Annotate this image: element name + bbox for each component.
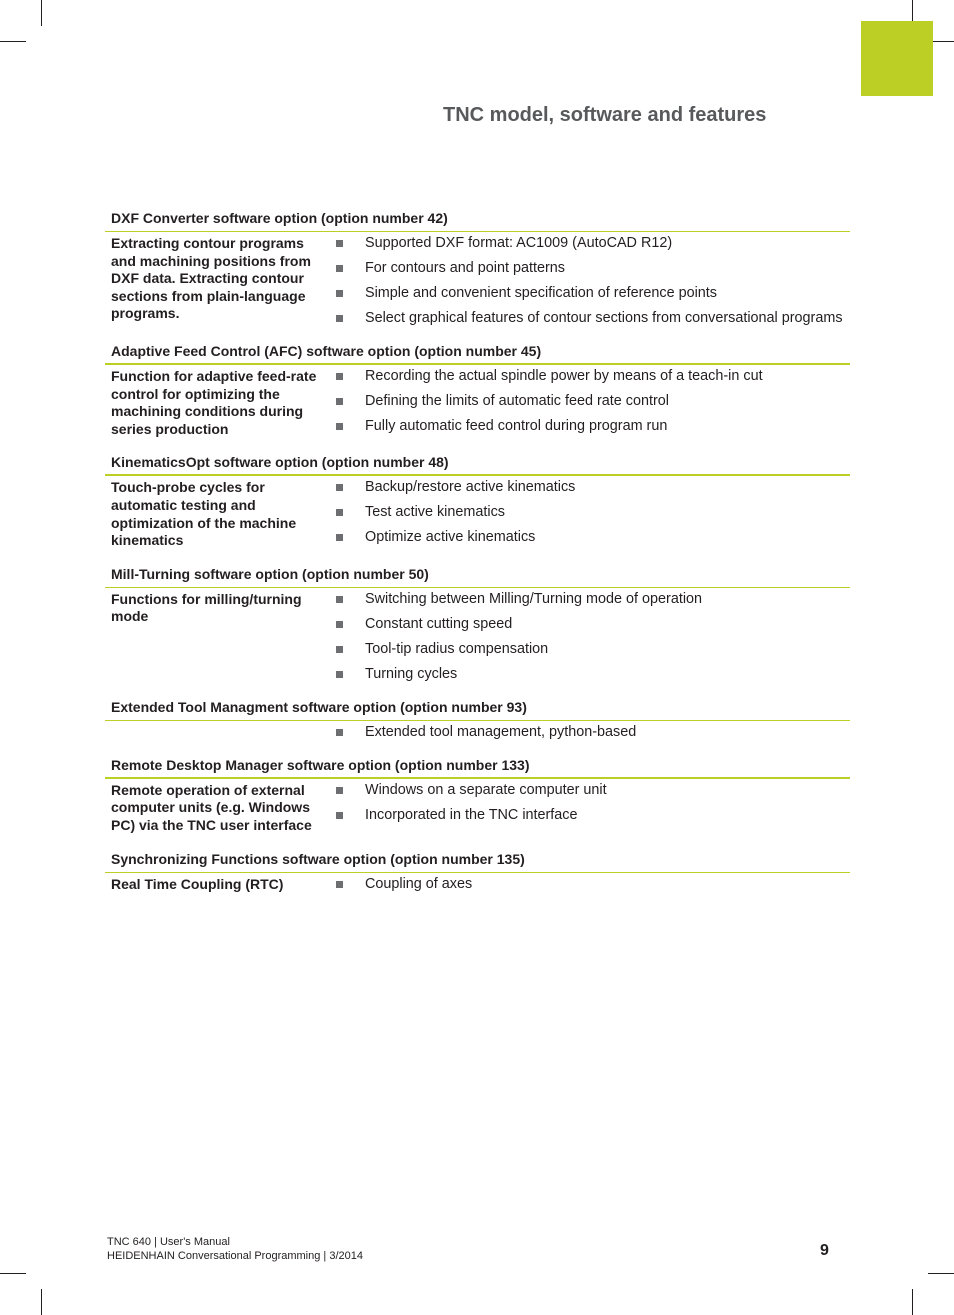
chapter-tab (861, 21, 933, 96)
section-description: Real Time Coupling (RTC) (111, 875, 284, 892)
crop-mark (41, 1289, 42, 1315)
square-bullet-icon (336, 290, 343, 297)
square-bullet-icon (336, 373, 343, 380)
list-item: Windows on a separate computer unit (329, 782, 850, 799)
page-footer (107, 1235, 363, 1263)
crop-mark (928, 1273, 954, 1274)
list-item: Switching between Milling/Turning mode of operation (329, 591, 850, 608)
section-title: Adaptive Feed Control (AFC) software option (option number 45) (105, 341, 850, 365)
list-item: Coupling of axes (329, 876, 850, 893)
feature-tables (105, 208, 850, 907)
square-bullet-icon (336, 596, 343, 603)
list-item: Fully automatic feed control during program run (329, 418, 850, 435)
list-item: Backup/restore active kinematics (329, 479, 850, 496)
section-description: Remote operation of external computer units (e.g. Windows PC) via the TNC user interface (111, 781, 312, 833)
page-title: TNC model, software and features (443, 104, 767, 126)
section-dxf-converter (105, 208, 850, 341)
list-item: Simple and convenient specification of reference points (329, 285, 850, 302)
list-item: Extended tool management, python-based (329, 724, 850, 741)
feature-list (329, 876, 850, 894)
feature-list (329, 235, 850, 327)
section-extended-tool-management (105, 697, 850, 755)
list-item: For contours and point patterns (329, 260, 850, 277)
section-title: Extended Tool Managment software option (option number 93) (105, 697, 850, 721)
list-item: Defining the limits of automatic feed rate control (329, 393, 850, 410)
section-afc (105, 341, 850, 452)
list-item: Supported DXF format: AC1009 (AutoCAD R12) (329, 235, 850, 252)
section-title: DXF Converter software option (option number 42) (105, 208, 850, 232)
square-bullet-icon (336, 484, 343, 491)
section-title: KinematicsOpt software option (option number 48) (105, 452, 850, 476)
section-description: Function for adaptive feed-rate control for optimizing the machining conditions during series production (111, 368, 317, 437)
list-item: Tool-tip radius compensation (329, 641, 850, 658)
section-title: Remote Desktop Manager software option (option number 133) (105, 755, 850, 779)
section-remote-desktop-manager (105, 755, 850, 849)
square-bullet-icon (336, 729, 343, 736)
feature-list (329, 724, 850, 741)
list-item: Optimize active kinematics (329, 529, 850, 546)
square-bullet-icon (336, 509, 343, 516)
square-bullet-icon (336, 265, 343, 272)
footer-subtitle: HEIDENHAIN Conversational Programming | 3/2014 (107, 1250, 363, 1262)
crop-mark (0, 41, 26, 42)
list-item: Recording the actual spindle power by means of a teach-in cut (329, 368, 850, 385)
section-description: Extracting contour programs and machining positions from DXF data. Extracting contour sections from plain-language programs. (111, 235, 311, 322)
list-item: Test active kinematics (329, 504, 850, 521)
section-mill-turning (105, 564, 850, 697)
crop-mark (912, 1289, 913, 1315)
list-item: Incorporated in the TNC interface (329, 807, 850, 824)
list-item: Turning cycles (329, 666, 850, 683)
section-synchronizing-functions (105, 849, 850, 908)
square-bullet-icon (336, 646, 343, 653)
square-bullet-icon (336, 398, 343, 405)
footer-manual-title: TNC 640 | User's Manual (107, 1236, 230, 1248)
square-bullet-icon (336, 812, 343, 819)
page-number: 9 (820, 1242, 829, 1259)
list-item: Constant cutting speed (329, 616, 850, 633)
feature-list (329, 591, 850, 683)
list-item: Select graphical features of contour sections from conversational programs (329, 310, 850, 327)
section-title: Mill-Turning software option (option number 50) (105, 564, 850, 588)
section-title: Synchronizing Functions software option (option number 135) (105, 849, 850, 873)
section-description (105, 724, 329, 741)
crop-mark (0, 1273, 26, 1274)
square-bullet-icon (336, 423, 343, 430)
square-bullet-icon (336, 534, 343, 541)
square-bullet-icon (336, 881, 343, 888)
section-description: Touch-probe cycles for automatic testing and optimization of the machine kinematics (111, 479, 297, 549)
feature-list (329, 479, 850, 549)
square-bullet-icon (336, 787, 343, 794)
feature-list (329, 368, 850, 438)
section-kinematicsopt (105, 452, 850, 563)
section-description: Functions for milling/turning mode (111, 590, 302, 625)
feature-list (329, 782, 850, 835)
square-bullet-icon (336, 671, 343, 678)
square-bullet-icon (336, 621, 343, 628)
square-bullet-icon (336, 315, 343, 322)
square-bullet-icon (336, 240, 343, 247)
crop-mark (41, 0, 42, 26)
